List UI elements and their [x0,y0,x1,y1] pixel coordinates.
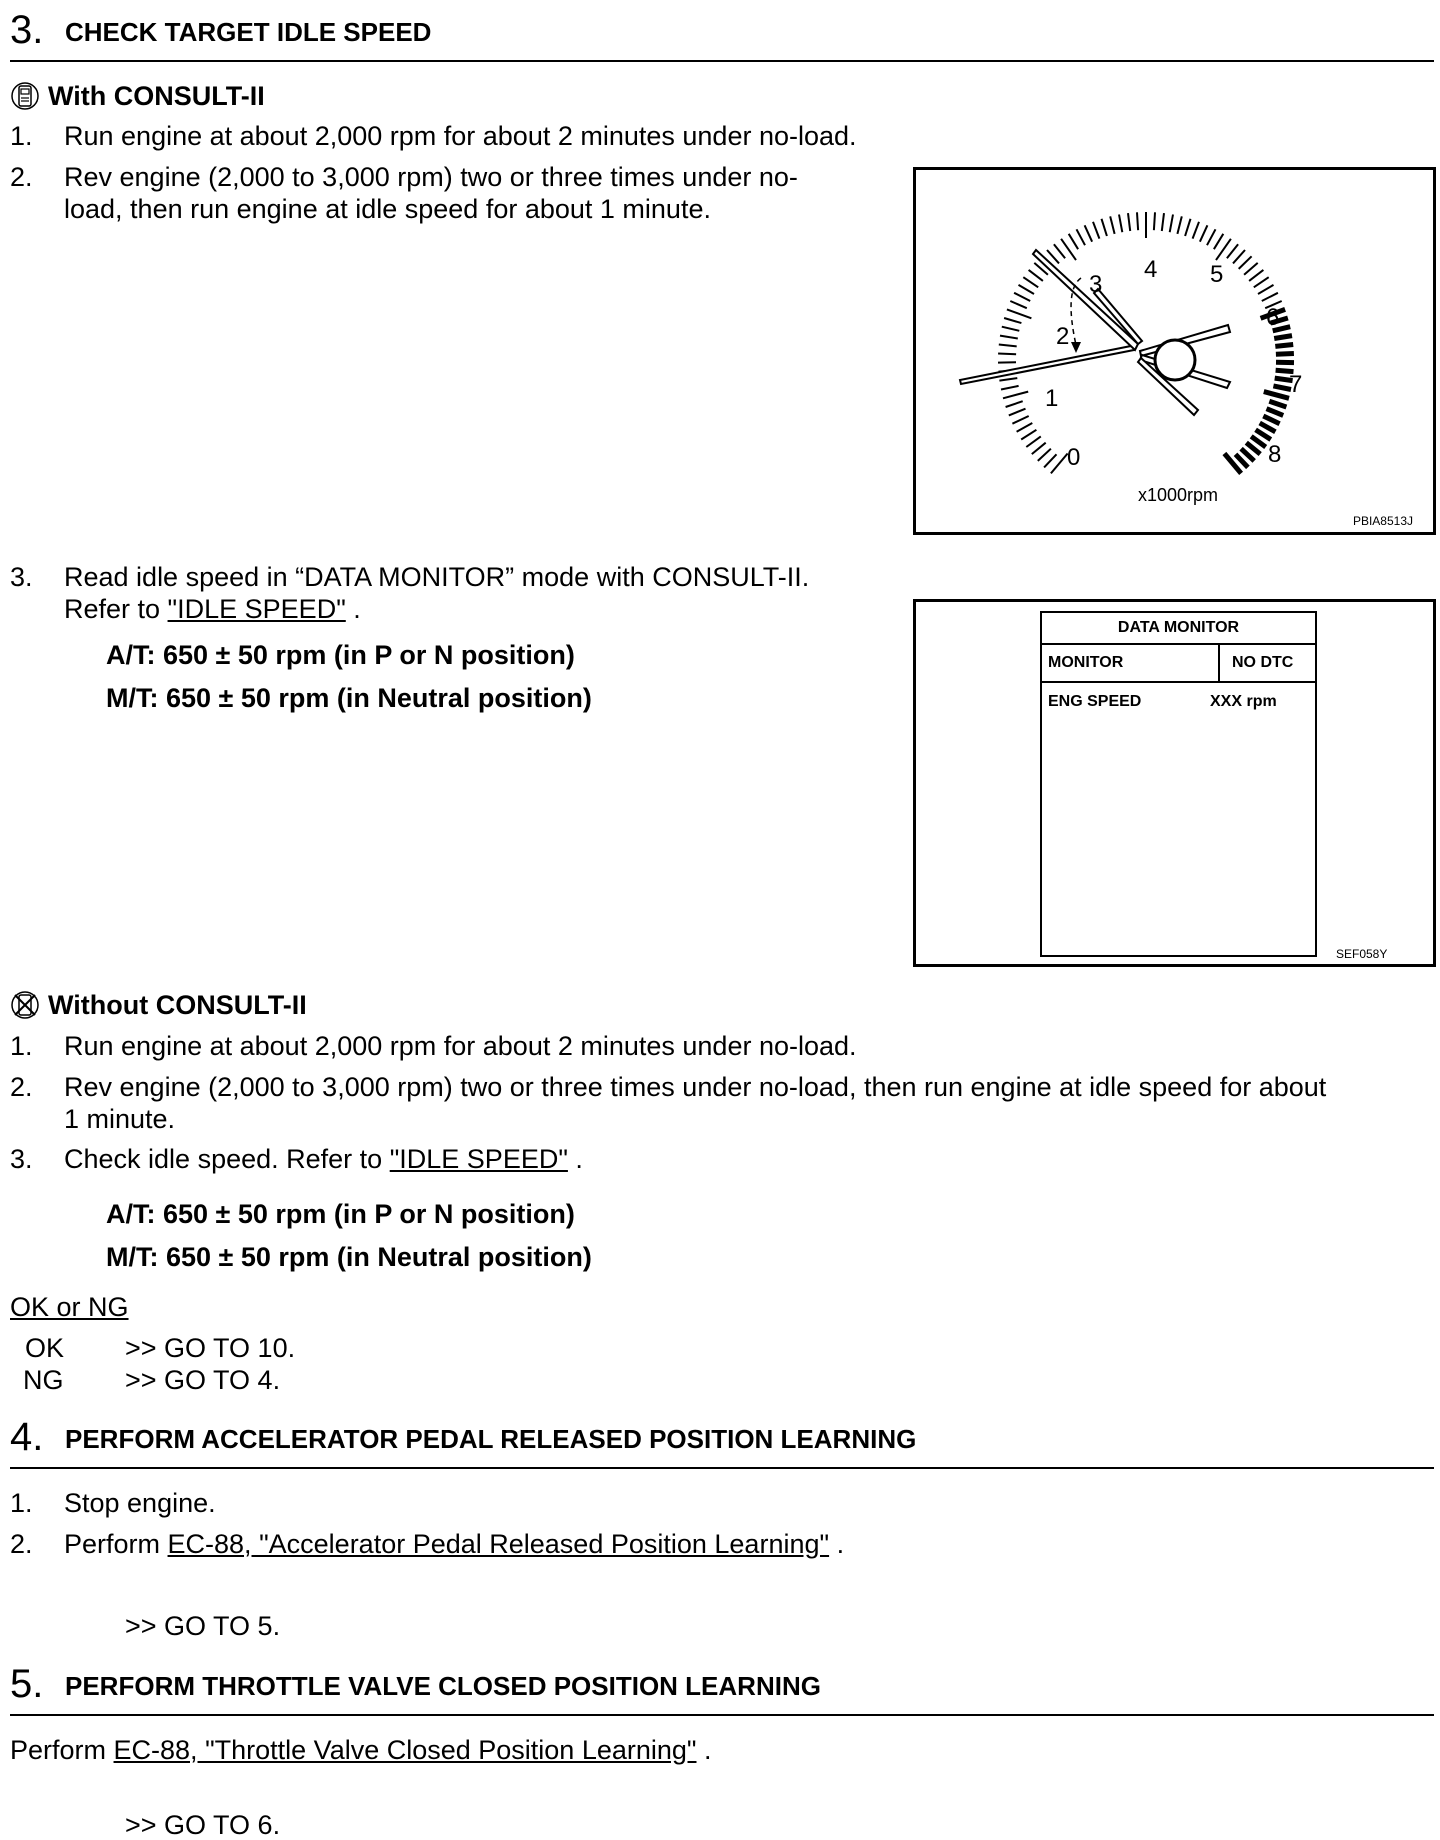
spec-at: A/T: 650 ± 50 rpm (in P or N position) [106,638,575,672]
list-text: . [829,1529,844,1559]
scale-tick [1269,401,1286,407]
list-item [0,1487,1000,1519]
scale-tick [1274,336,1292,339]
scale-tick [1032,443,1046,454]
scale-tick [1207,229,1216,245]
step-4-goto: >> GO TO 5. [125,1610,280,1642]
monitor-column-label: MONITOR [1048,654,1123,672]
dtc-status-label: NO DTC [1232,654,1293,672]
scale-tick [1085,225,1093,241]
list-item [0,561,900,625]
list-text: load, then run engine at idle speed for about 1 minute. [64,193,711,225]
dial-number: 3 [1089,271,1102,298]
dial-number: 0 [1067,444,1080,471]
scale-tick [1021,430,1036,440]
scale-tick [1256,430,1271,440]
step-4-title: PERFORM ACCELERATOR PEDAL RELEASED POSITION LEARNING [65,1423,916,1455]
data-monitor-screen [1040,611,1317,957]
scale-tick [1012,416,1028,424]
tachometer-figure [913,167,1436,535]
scale-tick [1002,327,1020,331]
list-text: Rev engine (2,000 to 3,000 rpm) two or three times under no- [64,161,798,193]
scale-tick [1264,392,1289,399]
without-consult-heading [10,988,307,1022]
eng-speed-label: ENG SPEED [1048,693,1141,711]
list-number: 1. [10,1487,33,1519]
step-4-header [10,1413,1434,1469]
spec-mt: M/T: 650 ± 50 rpm (in Neutral position) [106,681,592,715]
needle-hub [1155,340,1195,380]
tachometer-scale [998,212,1294,473]
tachometer-unit: x1000rpm [1138,485,1218,505]
step-3-number: 3. [10,6,43,54]
dial-number: 8 [1268,441,1281,468]
scale-tick [1093,222,1099,239]
scale-tick [1119,215,1122,233]
scale-tick [1137,212,1138,230]
list-text: Stop engine. [64,1487,216,1519]
scale-tick [1023,277,1038,287]
scale-tick [1162,213,1164,231]
scale-tick [999,378,1017,381]
list-item [0,1071,1434,1135]
scale-tick [1029,270,1043,281]
data-monitor-figure [913,599,1436,967]
scale-tick [1000,336,1018,339]
scale-tick [1154,212,1155,230]
ok-goto: >> GO TO 10. [125,1332,295,1364]
scale-tick [1010,301,1027,308]
list-text: . [568,1144,583,1174]
scale-tick [1054,244,1065,258]
step-5-title: PERFORM THROTTLE VALVE CLOSED POSITION LEARNING [65,1670,821,1702]
scale-tick [999,345,1017,347]
scale-tick [1009,409,1026,416]
scale-tick [1200,225,1208,241]
list-number: 2. [10,1528,33,1560]
without-consult-label: Without CONSULT-II [48,988,307,1022]
scale-tick [1006,401,1023,407]
scale-tick [1185,219,1190,236]
throttle-valve-learning-link[interactable]: EC-88, "Throttle Valve Closed Position Learning" [114,1735,697,1765]
instruction-text: Perform [10,1735,114,1765]
ok-label: OK [25,1332,64,1364]
consult-icon [10,81,40,111]
scale-tick [998,354,1016,355]
scale-tick [1275,345,1293,347]
dial-number: 2 [1056,323,1069,350]
data-monitor-title: DATA MONITOR [1042,613,1315,645]
scale-tick [1014,293,1030,301]
instruction-text: . [697,1735,712,1765]
scale-tick [1262,293,1278,301]
list-number: 2. [10,161,33,193]
list-item [0,1143,1000,1175]
scale-tick [1102,219,1107,236]
scale-tick [1069,234,1078,249]
scale-tick [1233,250,1245,263]
scale-tick [1170,215,1173,233]
step-5-header [10,1660,1434,1716]
scale-tick [1254,277,1269,287]
step-3-title: CHECK TARGET IDLE SPEED [65,16,431,48]
scale-tick [1004,318,1021,323]
list-item [0,120,1000,152]
list-text: Run engine at about 2,000 rpm for about 2 minutes under no-load. [64,120,857,152]
scale-tick [1038,449,1051,461]
scale-tick [1177,216,1181,234]
step-5-instruction [10,1734,712,1766]
scale-tick [1244,263,1258,275]
spec-mt: M/T: 650 ± 50 rpm (in Neutral position) [106,1240,592,1274]
tachometer-diagram [916,170,1433,532]
scale-tick [1110,216,1114,234]
step-3-header [10,6,1434,62]
list-number: 1. [10,120,33,152]
column-divider [1218,645,1220,681]
scale-tick [1001,386,1019,390]
list-item [0,161,900,225]
dial-number: 7 [1289,371,1302,398]
scale-tick [1267,409,1284,416]
scale-tick [1193,222,1199,239]
ng-goto: >> GO TO 4. [125,1364,280,1396]
list-text: 1 minute. [64,1103,175,1135]
scale-tick [1249,270,1263,281]
list-text: . [346,594,361,624]
idle-speed-link[interactable]: "IDLE SPEED" [168,594,346,624]
ok-ng-heading: OK or NG [10,1291,129,1323]
step-4-number: 4. [10,1413,43,1461]
eng-speed-row [1042,693,1315,717]
dial-number: 6 [1266,304,1279,331]
scale-tick [1026,436,1041,447]
list-text: Check idle speed. Refer to [64,1144,390,1174]
scale-tick [1044,454,1056,467]
dial-number: 5 [1210,261,1223,288]
list-text: Perform [64,1529,168,1559]
scale-tick [1007,309,1032,318]
figure-code: SEF058Y [1336,947,1387,961]
scale-tick [1263,416,1279,424]
with-consult-label: With CONSULT-II [48,79,265,113]
list-text: Read idle speed in “DATA MONITOR” mode with CONSULT-II. [64,561,809,593]
list-item [0,1528,1100,1560]
scale-tick [1276,354,1294,355]
arrow-head [1071,342,1081,353]
scale-tick [1077,229,1086,245]
scale-tick [1017,423,1033,432]
dial-number: 1 [1045,385,1058,412]
ng-label: NG [23,1364,64,1396]
list-text: Rev engine (2,000 to 3,000 rpm) two or three times under no-load, then run engine at idle speed for about [64,1071,1326,1103]
eng-speed-value: XXX rpm [1210,693,1277,711]
list-item [0,1030,1000,1062]
scale-tick [1128,213,1130,231]
scale-tick [1214,234,1223,249]
spec-at: A/T: 650 ± 50 rpm (in P or N position) [106,1197,575,1231]
scale-tick [1260,423,1276,432]
list-number: 1. [10,1030,33,1062]
list-number: 3. [10,561,33,593]
scale-tick [1003,392,1028,399]
idle-speed-link[interactable]: "IDLE SPEED" [390,1144,568,1174]
list-number: 2. [10,1071,33,1103]
list-text: Run engine at about 2,000 rpm for about 2 minutes under no-load. [64,1030,857,1062]
data-monitor-header-row [1042,645,1315,683]
step-5-number: 5. [10,1660,43,1708]
with-consult-heading [10,79,265,113]
figure-code: PBIA8513J [1353,514,1413,528]
list-number: 3. [10,1143,33,1175]
scale-tick [1258,285,1274,294]
scale-tick [1239,256,1252,269]
accelerator-pedal-learning-link[interactable]: EC-88, "Accelerator Pedal Released Position Learning" [168,1529,830,1559]
no-consult-icon [10,990,40,1020]
scale-tick [1227,244,1238,258]
scale-tick [1019,285,1035,294]
dial-number: 4 [1144,256,1157,283]
step-5-goto: >> GO TO 6. [125,1814,280,1836]
list-text: Refer to [64,594,168,624]
